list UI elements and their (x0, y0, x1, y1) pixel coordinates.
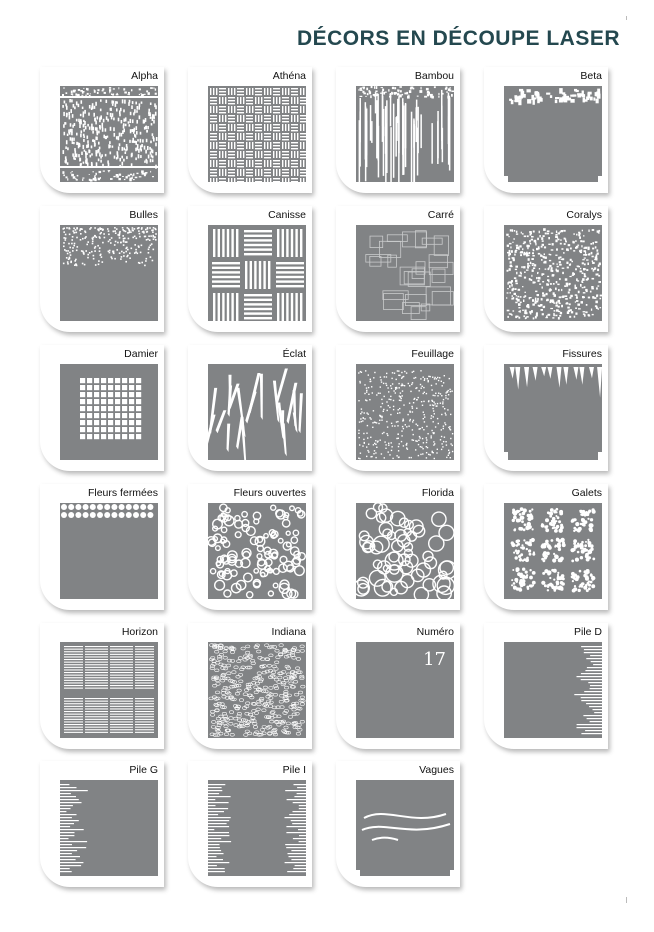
decor-pattern-athena (208, 86, 306, 182)
decor-label: Bulles (129, 209, 158, 221)
decor-card-fleurs-ouvertes (188, 484, 312, 610)
decor-pattern-eclat (208, 364, 306, 460)
decor-label: Feuillage (411, 348, 454, 360)
decor-pattern-damier (60, 364, 158, 460)
decor-label: Pile G (129, 764, 158, 776)
decor-card-horizon (40, 623, 164, 749)
decor-pattern-pile-d (504, 642, 602, 738)
decor-label: Athéna (272, 70, 306, 82)
decor-label: Indiana (271, 626, 306, 638)
decor-label: Bambou (414, 70, 454, 82)
decor-card-florida (336, 484, 460, 610)
decor-label: Horizon (121, 626, 158, 638)
decor-card-bambou (336, 67, 460, 193)
decor-label: Florida (421, 487, 454, 499)
decor-pattern-indiana (208, 642, 306, 738)
decor-card-fissures (484, 345, 608, 471)
decor-card-indiana (188, 623, 312, 749)
margin-mark (626, 897, 627, 903)
decor-card-pile-d (484, 623, 608, 749)
decor-pattern-feuillage (356, 364, 454, 460)
decor-pattern-vagues (356, 780, 454, 876)
decor-pattern-fleurs-ouvertes (208, 503, 306, 599)
decor-pattern-bulles (60, 225, 158, 321)
decor-card-coralys (484, 206, 608, 332)
decor-card-vagues (336, 761, 460, 887)
decor-label: Coralys (566, 209, 602, 221)
decor-card-eclat (188, 345, 312, 471)
decor-pattern-pile-i (208, 780, 306, 876)
decor-card-bulles (40, 206, 164, 332)
decor-label: Fleurs fermées (87, 487, 158, 499)
decor-card-alpha (40, 67, 164, 193)
decor-label: Pile D (573, 626, 602, 638)
decor-label: Vagues (419, 764, 454, 776)
decor-label: Beta (580, 70, 602, 82)
decor-card-canisse (188, 206, 312, 332)
decor-card-carre (336, 206, 460, 332)
decor-pattern-galets (504, 503, 602, 599)
decor-pattern-florida (356, 503, 454, 599)
decor-pattern-canisse (208, 225, 306, 321)
decor-label: Damier (124, 348, 158, 360)
decor-pattern-coralys (504, 225, 602, 321)
decor-pattern-horizon (60, 642, 158, 738)
decor-card-fleurs-fermees (40, 484, 164, 610)
decor-label: Fleurs ouvertes (233, 487, 306, 499)
decor-pattern-fleurs-fermees (60, 503, 158, 599)
decor-label: Canisse (268, 209, 306, 221)
decor-card-galets (484, 484, 608, 610)
decor-card-athena (188, 67, 312, 193)
decor-label: Fissures (562, 348, 602, 360)
house-number: 17 (423, 649, 446, 670)
decor-card-numero (336, 623, 460, 749)
decor-pattern-carre (356, 225, 454, 321)
decor-card-pile-i (188, 761, 312, 887)
decor-pattern-pile-g (60, 780, 158, 876)
decor-pattern-alpha (60, 86, 158, 182)
decor-label: Galets (571, 487, 602, 499)
margin-mark (626, 16, 627, 20)
decor-pattern-fissures (504, 364, 602, 460)
decor-pattern-beta (504, 86, 602, 182)
decor-label: Pile I (282, 764, 306, 776)
decor-pattern-bambou (356, 86, 454, 182)
decor-label: Éclat (282, 348, 306, 360)
decor-label: Carré (427, 209, 454, 221)
decor-label: Alpha (131, 70, 158, 82)
decor-card-damier (40, 345, 164, 471)
decor-card-pile-g (40, 761, 164, 887)
decor-label: Numéro (416, 626, 454, 638)
page-title: DÉCORS EN DÉCOUPE LASER (296, 27, 620, 50)
decor-card-beta (484, 67, 608, 193)
decor-card-feuillage (336, 345, 460, 471)
